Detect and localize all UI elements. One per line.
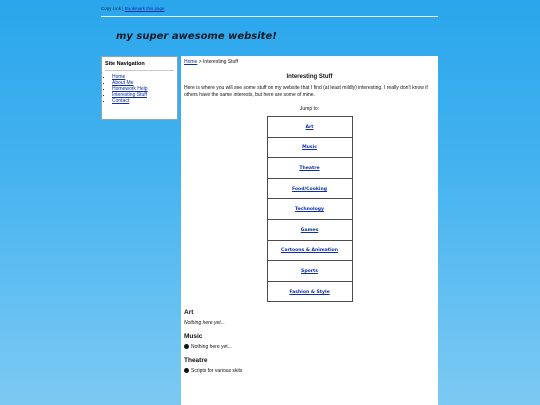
section-heading-art: Art <box>184 309 194 317</box>
section-text-art: Nothing here yet... <box>184 320 225 327</box>
jump-link-fashion-style[interactable]: Fashion & Style <box>289 289 330 295</box>
nav-link-contact[interactable]: Contact <box>112 98 130 104</box>
top-links-bar <box>101 6 438 11</box>
page-title: Interesting Stuff <box>286 74 333 80</box>
main-content <box>181 56 438 405</box>
section-heading-music: Music <box>184 333 203 341</box>
breadcrumb-current: Interesting Stuff <box>203 59 238 65</box>
nav-link-interesting-stuff[interactable]: Interesting Stuff <box>112 92 147 98</box>
nav-link-about-me[interactable]: About Me <box>112 80 134 86</box>
sidebar-title: Site Navigation <box>105 61 145 67</box>
intro-paragraph: Here is where you will see some stuff on my website that I find (at least mildly) interesting. I really don't know if others have the same interests, but here are some of mine. <box>184 85 428 98</box>
section-text-theatre: Scripts for various skits <box>191 368 243 375</box>
breadcrumb <box>184 59 435 66</box>
jump-link-art[interactable]: Art <box>305 124 314 130</box>
jump-link-sports[interactable]: Sports <box>301 268 318 274</box>
site-navigation-panel <box>101 56 178 120</box>
list-item <box>184 344 435 350</box>
list-item <box>184 368 435 374</box>
copy-link-label: Copy Link <box>101 6 122 11</box>
nav-link-home[interactable]: Home <box>112 74 126 80</box>
breadcrumb-separator: > <box>197 59 204 65</box>
sidebar-divider <box>105 70 174 71</box>
section-heading-theatre: Theatre <box>184 357 208 365</box>
jump-to-label: Jump to: <box>299 106 320 112</box>
section-text-music: Nothing here yet... <box>191 344 232 351</box>
site-title: my super awesome website! <box>116 31 277 42</box>
jump-link-theatre[interactable]: Theatre <box>299 165 320 171</box>
bullet-icon <box>184 368 189 373</box>
jump-link-technology[interactable]: Technology <box>294 207 325 213</box>
breadcrumb-home-link[interactable]: Home <box>184 59 198 65</box>
header-divider <box>101 16 438 17</box>
jump-link-music[interactable]: Music <box>302 145 317 151</box>
nav-link-homework-help[interactable]: Homework Help <box>112 86 148 92</box>
topbar-separator: | <box>122 6 124 11</box>
bookmark-link[interactable]: Bookmark this page <box>124 6 165 11</box>
sidebar-list <box>102 74 177 104</box>
jump-link-food-cooking[interactable]: Food/Cooking <box>291 186 328 192</box>
jump-to-table <box>267 116 353 302</box>
jump-link-games[interactable]: Games <box>300 227 319 233</box>
sidebar-item-contact <box>112 98 177 104</box>
jump-link-cartoons-animation[interactable]: Cartoons & Animation <box>281 248 338 254</box>
bullet-icon <box>184 344 189 349</box>
